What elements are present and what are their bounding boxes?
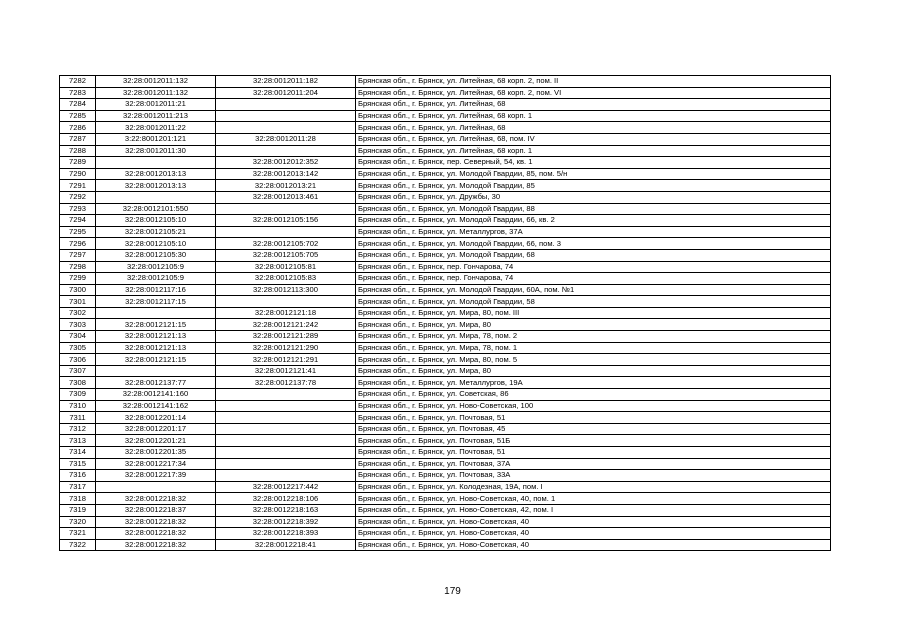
table-row xyxy=(60,342,831,354)
address-cell: Брянская обл., г. Брянск, ул. Металлургов, 19А xyxy=(356,377,831,389)
related-cadastral-number: 32:28:0012105:83 xyxy=(216,273,356,285)
address-cell: Брянская обл., г. Брянск, ул. Ново-Советская, 40, пом. 1 xyxy=(356,493,831,505)
cadastral-number: 32:28:0012121:15 xyxy=(96,319,216,331)
address-cell: Брянская обл., г. Брянск, ул. Литейная, 68 корп. 1 xyxy=(356,145,831,157)
table-row xyxy=(60,412,831,424)
table-row xyxy=(60,389,831,401)
row-number: 7290 xyxy=(60,168,96,180)
page-number: 179 xyxy=(444,586,461,597)
related-cadastral-number: 32:28:0012121:18 xyxy=(216,307,356,319)
cadastral-number: 32:28:0012013:13 xyxy=(96,168,216,180)
cadastral-number: 32:28:0012121:15 xyxy=(96,354,216,366)
related-cadastral-number xyxy=(216,226,356,238)
row-number: 7308 xyxy=(60,377,96,389)
cadastral-number xyxy=(96,365,216,377)
address-cell: Брянская обл., г. Брянск, ул. Почтовая, 33А xyxy=(356,470,831,482)
row-number: 7291 xyxy=(60,180,96,192)
row-number: 7305 xyxy=(60,342,96,354)
address-cell: Брянская обл., г. Брянск, ул. Почтовая, 51Б xyxy=(356,435,831,447)
row-number: 7296 xyxy=(60,238,96,250)
row-number: 7289 xyxy=(60,157,96,169)
cadastral-number: 32:28:0012218:32 xyxy=(96,493,216,505)
cadastral-number: 32:28:0012105:9 xyxy=(96,273,216,285)
related-cadastral-number: 32:28:0012218:392 xyxy=(216,516,356,528)
related-cadastral-number: 32:28:0012113:300 xyxy=(216,284,356,296)
related-cadastral-number: 32:28:0012218:106 xyxy=(216,493,356,505)
row-number: 7315 xyxy=(60,458,96,470)
address-cell: Брянская обл., г. Брянск, ул. Почтовая, 51 xyxy=(356,447,831,459)
cadastral-number: 32:28:0012101:550 xyxy=(96,203,216,215)
related-cadastral-number: 32:28:0012121:289 xyxy=(216,331,356,343)
table-row xyxy=(60,365,831,377)
cadastral-number: 32:28:0012117:15 xyxy=(96,296,216,308)
cadastral-number: 32:28:0012201:17 xyxy=(96,423,216,435)
row-number: 7286 xyxy=(60,122,96,134)
table-row xyxy=(60,133,831,145)
related-cadastral-number: 32:28:0012105:156 xyxy=(216,215,356,227)
row-number: 7307 xyxy=(60,365,96,377)
address-cell: Брянская обл., г. Брянск, ул. Мира, 78, пом. 2 xyxy=(356,331,831,343)
table-body xyxy=(60,76,831,551)
address-cell: Брянская обл., г. Брянск, ул. Мира, 80 xyxy=(356,365,831,377)
related-cadastral-number xyxy=(216,400,356,412)
cadastral-number: 3:22:8001201:121 xyxy=(96,133,216,145)
row-number: 7317 xyxy=(60,481,96,493)
cadastral-number: 32:28:0012011:22 xyxy=(96,122,216,134)
cadastral-number: 32:28:0012105:21 xyxy=(96,226,216,238)
row-number: 7302 xyxy=(60,307,96,319)
related-cadastral-number xyxy=(216,435,356,447)
cadastral-number xyxy=(96,191,216,203)
row-number: 7318 xyxy=(60,493,96,505)
table-row xyxy=(60,238,831,250)
address-cell: Брянская обл., г. Брянск, ул. Металлургов, 37А xyxy=(356,226,831,238)
related-cadastral-number: 32:28:0012011:182 xyxy=(216,76,356,88)
table-row xyxy=(60,168,831,180)
row-number: 7321 xyxy=(60,528,96,540)
table-row xyxy=(60,226,831,238)
table-row xyxy=(60,516,831,528)
row-number: 7320 xyxy=(60,516,96,528)
property-register-table xyxy=(59,75,831,551)
cadastral-number: 32:28:0012105:30 xyxy=(96,249,216,261)
table-row xyxy=(60,470,831,482)
row-number: 7299 xyxy=(60,273,96,285)
table-row xyxy=(60,435,831,447)
table-row xyxy=(60,400,831,412)
row-number: 7306 xyxy=(60,354,96,366)
table-row xyxy=(60,377,831,389)
table-row xyxy=(60,493,831,505)
address-cell: Брянская обл., г. Брянск, пер. Гончарова, 74 xyxy=(356,261,831,273)
table-row xyxy=(60,423,831,435)
row-number: 7288 xyxy=(60,145,96,157)
related-cadastral-number: 32:28:0012013:21 xyxy=(216,180,356,192)
row-number: 7322 xyxy=(60,539,96,551)
table-row xyxy=(60,284,831,296)
address-cell: Брянская обл., г. Брянск, ул. Почтовая, 37А xyxy=(356,458,831,470)
cadastral-number xyxy=(96,157,216,169)
row-number: 7294 xyxy=(60,215,96,227)
cadastral-number: 32:28:0012013:13 xyxy=(96,180,216,192)
related-cadastral-number: 32:28:0012137:78 xyxy=(216,377,356,389)
table-row xyxy=(60,122,831,134)
address-cell: Брянская обл., г. Брянск, ул. Литейная, 68 корп. 1 xyxy=(356,110,831,122)
related-cadastral-number xyxy=(216,145,356,157)
table-row xyxy=(60,319,831,331)
address-cell: Брянская обл., г. Брянск, ул. Молодой Гвардии, 85 xyxy=(356,180,831,192)
cadastral-number: 32:28:0012218:37 xyxy=(96,504,216,516)
table-row xyxy=(60,157,831,169)
row-number: 7310 xyxy=(60,400,96,412)
related-cadastral-number: 32:28:0012218:163 xyxy=(216,504,356,516)
address-cell: Брянская обл., г. Брянск, пер. Гончарова, 74 xyxy=(356,273,831,285)
table-row xyxy=(60,215,831,227)
table-row xyxy=(60,261,831,273)
row-number: 7285 xyxy=(60,110,96,122)
address-cell: Брянская обл., г. Брянск, ул. Ново-Советская, 40 xyxy=(356,528,831,540)
table-row xyxy=(60,504,831,516)
cadastral-number xyxy=(96,481,216,493)
related-cadastral-number xyxy=(216,99,356,111)
row-number: 7312 xyxy=(60,423,96,435)
cadastral-number: 32:28:0012217:34 xyxy=(96,458,216,470)
related-cadastral-number: 32:28:0012011:204 xyxy=(216,87,356,99)
cadastral-number: 32:28:0012201:14 xyxy=(96,412,216,424)
address-cell: Брянская обл., г. Брянск, ул. Молодой Гвардии, 58 xyxy=(356,296,831,308)
related-cadastral-number: 32:28:0012105:705 xyxy=(216,249,356,261)
address-cell: Брянская обл., г. Брянск, ул. Ново-Советская, 42, пом. I xyxy=(356,504,831,516)
cadastral-number: 32:28:0012218:32 xyxy=(96,516,216,528)
row-number: 7319 xyxy=(60,504,96,516)
related-cadastral-number xyxy=(216,470,356,482)
address-cell: Брянская обл., г. Брянск, ул. Колодезная, 19А, пом. I xyxy=(356,481,831,493)
row-number: 7303 xyxy=(60,319,96,331)
row-number: 7314 xyxy=(60,447,96,459)
row-number: 7313 xyxy=(60,435,96,447)
address-cell: Брянская обл., г. Брянск, ул. Мира, 80, пом. 5 xyxy=(356,354,831,366)
address-cell: Брянская обл., г. Брянск, ул. Советская, 86 xyxy=(356,389,831,401)
table-row xyxy=(60,180,831,192)
cadastral-number: 32:28:0012105:10 xyxy=(96,238,216,250)
cadastral-number: 32:28:0012117:16 xyxy=(96,284,216,296)
row-number: 7309 xyxy=(60,389,96,401)
table-row xyxy=(60,354,831,366)
row-number: 7295 xyxy=(60,226,96,238)
table-row xyxy=(60,528,831,540)
row-number: 7316 xyxy=(60,470,96,482)
related-cadastral-number: 32:28:0012218:393 xyxy=(216,528,356,540)
cadastral-number: 32:28:0012137:77 xyxy=(96,377,216,389)
related-cadastral-number xyxy=(216,203,356,215)
address-cell: Брянская обл., г. Брянск, ул. Литейная, 68 xyxy=(356,122,831,134)
address-cell: Брянская обл., г. Брянск, ул. Молодой Гвардии, 66, кв. 2 xyxy=(356,215,831,227)
related-cadastral-number xyxy=(216,412,356,424)
address-cell: Брянская обл., г. Брянск, ул. Мира, 80, пом. III xyxy=(356,307,831,319)
related-cadastral-number: 32:28:0012121:291 xyxy=(216,354,356,366)
address-cell: Брянская обл., г. Брянск, ул. Молодой Гвардии, 68 xyxy=(356,249,831,261)
related-cadastral-number: 32:28:0012011:28 xyxy=(216,133,356,145)
row-number: 7282 xyxy=(60,76,96,88)
row-number: 7297 xyxy=(60,249,96,261)
cadastral-number: 32:28:0012141:160 xyxy=(96,389,216,401)
address-cell: Брянская обл., г. Брянск, ул. Молодой Гвардии, 66, пом. 3 xyxy=(356,238,831,250)
cadastral-number: 32:28:0012217:39 xyxy=(96,470,216,482)
cadastral-number: 32:28:0012201:21 xyxy=(96,435,216,447)
table-row xyxy=(60,296,831,308)
cadastral-number: 32:28:0012105:10 xyxy=(96,215,216,227)
row-number: 7287 xyxy=(60,133,96,145)
address-cell: Брянская обл., г. Брянск, ул. Дружбы, 30 xyxy=(356,191,831,203)
address-cell: Брянская обл., г. Брянск, ул. Литейная, 68, пом. IV xyxy=(356,133,831,145)
address-cell: Брянская обл., г. Брянск, ул. Почтовая, 51 xyxy=(356,412,831,424)
related-cadastral-number: 32:28:0012105:702 xyxy=(216,238,356,250)
table-row xyxy=(60,203,831,215)
row-number: 7284 xyxy=(60,99,96,111)
cadastral-number: 32:28:0012011:30 xyxy=(96,145,216,157)
table-row xyxy=(60,447,831,459)
table-row xyxy=(60,539,831,551)
address-cell: Брянская обл., г. Брянск, ул. Почтовая, 45 xyxy=(356,423,831,435)
table-row xyxy=(60,99,831,111)
related-cadastral-number: 32:28:0012218:41 xyxy=(216,539,356,551)
address-cell: Брянская обл., г. Брянск, ул. Мира, 80 xyxy=(356,319,831,331)
table-row xyxy=(60,249,831,261)
address-cell: Брянская обл., г. Брянск, ул. Ново-Советская, 40 xyxy=(356,516,831,528)
row-number: 7298 xyxy=(60,261,96,273)
cadastral-number: 32:28:0012141:162 xyxy=(96,400,216,412)
related-cadastral-number: 32:28:0012121:41 xyxy=(216,365,356,377)
related-cadastral-number xyxy=(216,447,356,459)
table-row xyxy=(60,458,831,470)
related-cadastral-number xyxy=(216,296,356,308)
related-cadastral-number: 32:28:0012105:81 xyxy=(216,261,356,273)
address-cell: Брянская обл., г. Брянск, ул. Ново-Советская, 100 xyxy=(356,400,831,412)
address-cell: Брянская обл., г. Брянск, ул. Молодой Гвардии, 88 xyxy=(356,203,831,215)
related-cadastral-number: 32:28:0012217:442 xyxy=(216,481,356,493)
address-cell: Брянская обл., г. Брянск, ул. Литейная, 68 xyxy=(356,99,831,111)
address-cell: Брянская обл., г. Брянск, ул. Молодой Гвардии, 85, пом. 5/н xyxy=(356,168,831,180)
row-number: 7300 xyxy=(60,284,96,296)
related-cadastral-number xyxy=(216,122,356,134)
address-cell: Брянская обл., г. Брянск, ул. Литейная, 68 корп. 2, пом. VI xyxy=(356,87,831,99)
table-row xyxy=(60,191,831,203)
row-number: 7311 xyxy=(60,412,96,424)
cadastral-number: 32:28:0012121:13 xyxy=(96,331,216,343)
table-row xyxy=(60,481,831,493)
related-cadastral-number xyxy=(216,458,356,470)
table-row xyxy=(60,307,831,319)
cadastral-number: 32:28:0012011:213 xyxy=(96,110,216,122)
cadastral-number: 32:28:0012011:132 xyxy=(96,87,216,99)
cadastral-number: 32:28:0012011:132 xyxy=(96,76,216,88)
related-cadastral-number: 32:28:0012012:352 xyxy=(216,157,356,169)
cadastral-number: 32:28:0012105:9 xyxy=(96,261,216,273)
table-row xyxy=(60,110,831,122)
related-cadastral-number xyxy=(216,423,356,435)
row-number: 7293 xyxy=(60,203,96,215)
related-cadastral-number: 32:28:0012013:142 xyxy=(216,168,356,180)
cadastral-number: 32:28:0012201:35 xyxy=(96,447,216,459)
row-number: 7283 xyxy=(60,87,96,99)
cadastral-number: 32:28:0012121:13 xyxy=(96,342,216,354)
related-cadastral-number: 32:28:0012121:242 xyxy=(216,319,356,331)
address-cell: Брянская обл., г. Брянск, ул. Литейная, 68 корп. 2, пом. II xyxy=(356,76,831,88)
address-cell: Брянская обл., г. Брянск, ул. Мира, 78, пом. 1 xyxy=(356,342,831,354)
related-cadastral-number xyxy=(216,110,356,122)
cadastral-number: 32:28:0012218:32 xyxy=(96,539,216,551)
row-number: 7301 xyxy=(60,296,96,308)
row-number: 7292 xyxy=(60,191,96,203)
address-cell: Брянская обл., г. Брянск, ул. Ново-Советская, 40 xyxy=(356,539,831,551)
related-cadastral-number: 32:28:0012121:290 xyxy=(216,342,356,354)
related-cadastral-number xyxy=(216,389,356,401)
address-cell: Брянская обл., г. Брянск, пер. Северный, 54, кв. 1 xyxy=(356,157,831,169)
table-row xyxy=(60,87,831,99)
related-cadastral-number: 32:28:0012013:461 xyxy=(216,191,356,203)
table-row xyxy=(60,331,831,343)
table-row xyxy=(60,76,831,88)
cadastral-number: 32:28:0012218:32 xyxy=(96,528,216,540)
table-row xyxy=(60,273,831,285)
table-row xyxy=(60,145,831,157)
row-number: 7304 xyxy=(60,331,96,343)
cadastral-number: 32:28:0012011:21 xyxy=(96,99,216,111)
cadastral-number xyxy=(96,307,216,319)
address-cell: Брянская обл., г. Брянск, ул. Молодой Гвардии, 60А, пом. №1 xyxy=(356,284,831,296)
